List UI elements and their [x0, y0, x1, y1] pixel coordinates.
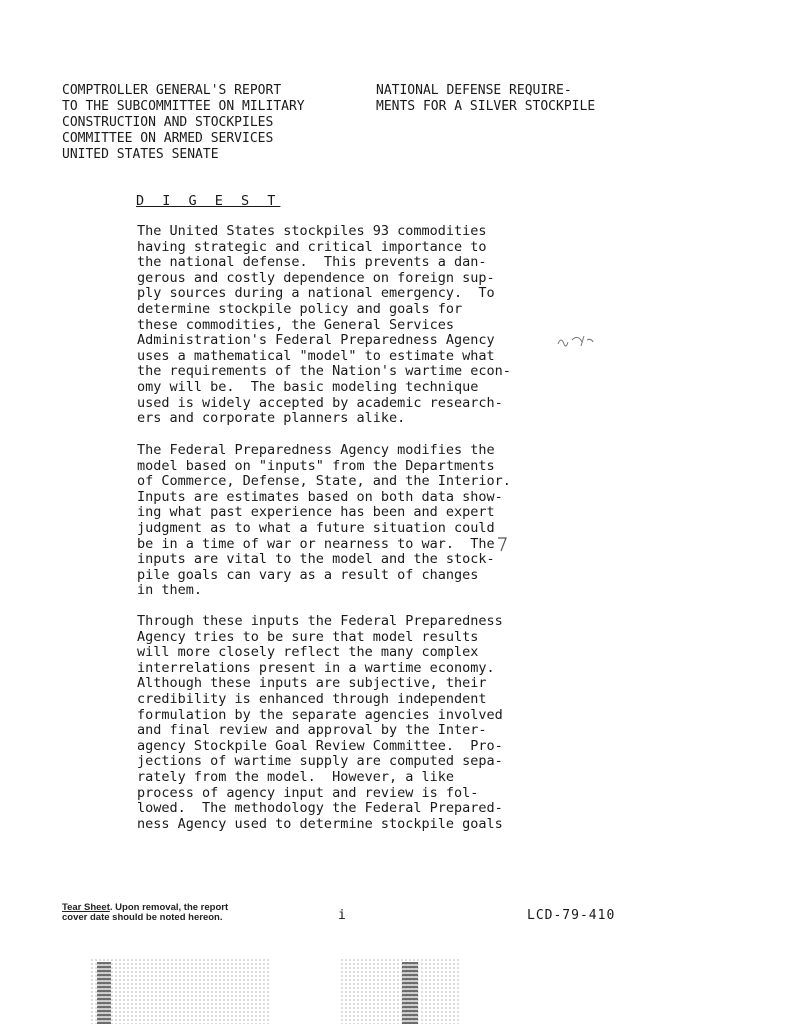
report-title: NATIONAL DEFENSE REQUIRE- MENTS FOR A SILVER STOCKPILE — [376, 83, 596, 114]
report-addressee-block: COMPTROLLER GENERAL'S REPORT TO THE SUBCOMMITTEE ON MILITARY CONSTRUCTION AND STOCKPILES COMMITTEE ON ARMED SERVICES UNITED STATES SENATE — [62, 83, 305, 162]
bracket-mark — [495, 536, 509, 554]
tear-sheet-label: Tear Sheet — [62, 902, 110, 913]
document-number: LCD-79-410 — [527, 908, 616, 923]
paragraph-2: The Federal Preparedness Agency modifies the model based on "inputs" from the Departments of Commerce, Defense, State, and the Interior. Inputs are estimates based on both data show- ing what past experience has been and expert judgment as to what a future situation could be in a time of war or nearness to war. The inputs are vital to the model and the stock- pile goals can vary as a result of changes in them. — [137, 442, 511, 599]
scan-noise — [90, 958, 270, 1024]
page-number: i — [338, 908, 346, 923]
scan-artifact-bar — [402, 962, 418, 1024]
handwritten-annotation — [552, 330, 602, 352]
paragraph-1: The United States stockpiles 93 commodities having strategic and critical importance to the national defense. This prevents a dan- gerous and costly dependence on foreign sup- ply sources during a national emergency. To determine stockpile policy and goals for these commodities, the General Services Administration's Federal Preparedness Agency uses a mathematical "model" to estimate what the requirements of the Nation's wartime econ- omy will be. The basic modeling technique used is widely accepted by academic research- ers and corporate planners alike. — [137, 223, 511, 427]
scan-noise — [340, 958, 460, 1024]
paragraph-3: Through these inputs the Federal Preparedness Agency tries to be sure that model results will more closely reflect the many complex interrelations present in a wartime economy. Although these inputs are subjective, their credibility is enhanced through independent formulation by the separate agencies involved and final review and approval by the Inter- agency Stockpile Goal Review Committee. Pro- jections of wartime supply are computed sepa- rately from the model. However, a like process of agency input and review is fol- lowed. The methodology the Federal Prepared- ness Agency used to determine stockpile goals — [137, 613, 503, 832]
tear-sheet-note-text: . Upon removal, the report — [109, 902, 229, 913]
tear-sheet-note-line2: cover date should be noted hereon. — [62, 912, 223, 923]
scan-artifact-bar — [97, 962, 111, 1024]
tear-sheet-note — [62, 903, 228, 923]
digest-heading: D I G E S T — [136, 193, 281, 209]
